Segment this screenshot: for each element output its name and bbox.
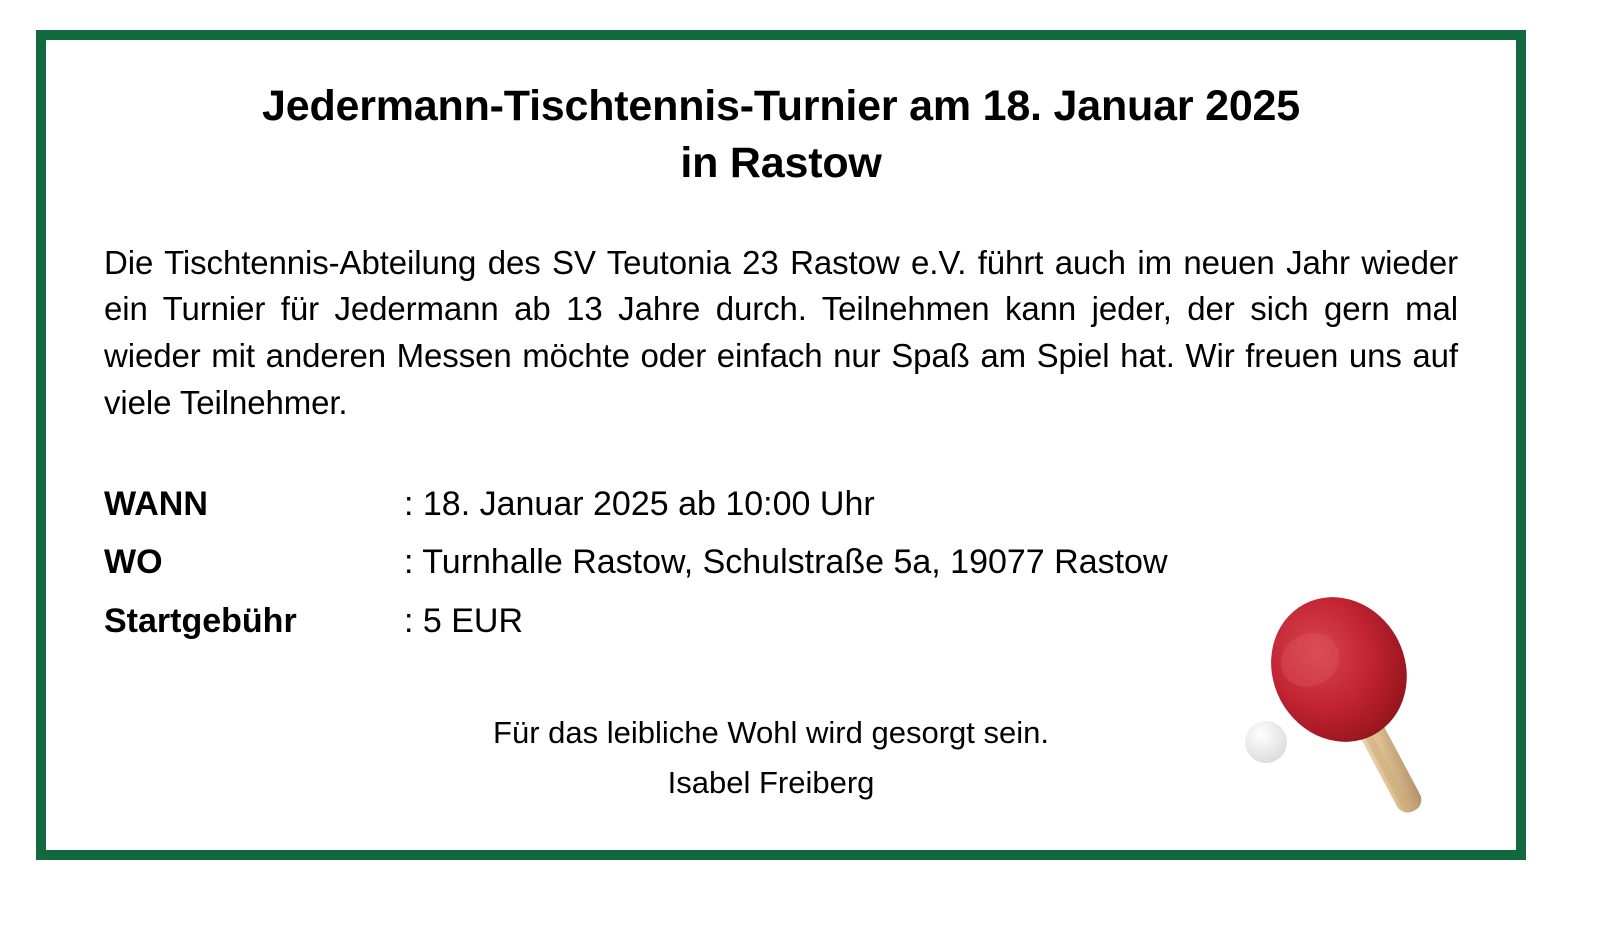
detail-value-startgebuehr: : 5 EUR — [404, 601, 524, 640]
poster-flyer — [36, 30, 1526, 860]
intro-paragraph: Die Tischtennis-Abteilung des SV Teutonia 23 Rastow e.V. führt auch im neuen Jahr wieder ein Turnier für Jedermann ab 13 Jahre durch. Teilnehmen kann jeder, der sich gern mal wieder mit anderen Messen möchte oder einfach nur Spaß am Spiel hat. Wir freuen uns auf viele Teilnehmer. — [104, 243, 1458, 422]
detail-label-startgebuehr: Startgebühr — [104, 601, 297, 640]
detail-value-wann: : 18. Januar 2025 ab 10:00 Uhr — [404, 484, 875, 523]
detail-label-wann: WANN — [104, 484, 208, 523]
detail-row — [104, 533, 1458, 591]
detail-row — [104, 475, 1458, 533]
closing-note: Für das leibliche Wohl wird gesorgt sein. — [493, 715, 1049, 751]
poster-content — [46, 40, 1516, 850]
title-line-2: in Rastow — [680, 138, 882, 187]
detail-value-wo: : Turnhalle Rastow, Schulstraße 5a, 19077 Rastow — [404, 543, 1168, 582]
closing-signature: Isabel Freiberg — [667, 764, 875, 800]
title-line-1: Jedermann-Tischtennis-Turnier am 18. Januar 2025 — [262, 82, 1300, 130]
page-title — [134, 78, 1428, 192]
detail-label-wo: WO — [104, 543, 163, 582]
table-tennis-bat-icon — [1242, 590, 1482, 840]
